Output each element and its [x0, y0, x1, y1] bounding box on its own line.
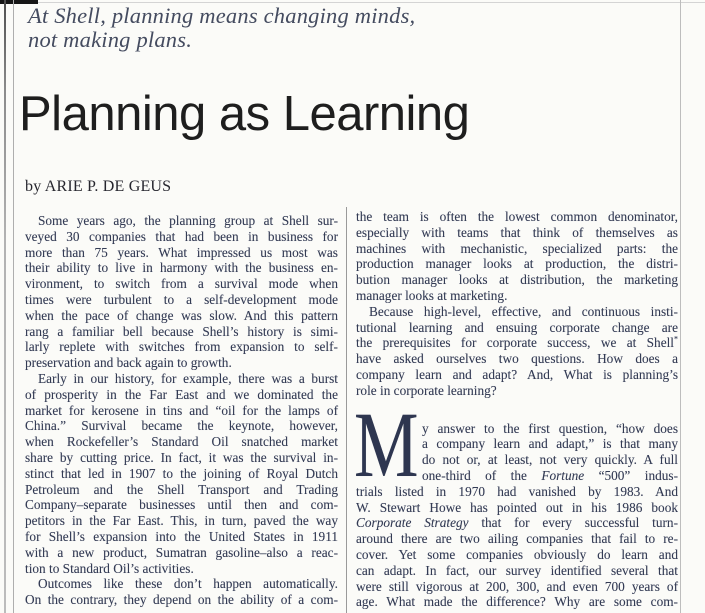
article-byline: by ARIE P. DE GEUS	[25, 178, 172, 195]
paragraph	[25, 576, 338, 608]
right-column	[356, 209, 678, 610]
text-line: can adapt. In fact, our survey identified several that	[356, 562, 678, 578]
text-line: rang a familiar bell because Shell’s history is simi-	[25, 323, 338, 339]
text-line: more than 75 years. What impressed us most was	[25, 244, 338, 260]
text-line: veyed 30 companies that had been in business for	[25, 228, 338, 244]
text-line: Some years ago, the planning group at Shell sur-	[38, 213, 338, 228]
text-line: bution manager looks at distribution, the marketing	[356, 272, 678, 288]
text-line: when the pace of change was slow. And this pattern	[25, 307, 338, 323]
text-line: their ability to live in harmony with the business en-	[25, 260, 338, 276]
text-line: times were turbulent to a self-development mode	[25, 291, 338, 307]
text-line: manager looks at marketing.	[356, 287, 508, 303]
text-line: of prosperity in the Far East and we dominated the	[25, 386, 338, 402]
scan-left-edge-inner	[13, 0, 14, 613]
text-line: age. What made the difference? Why are some com-	[356, 594, 678, 610]
text-line: the team is often the lowest common denominator,	[356, 209, 678, 224]
text-line: W. Stewart Howe has pointed out in his 1986 book	[356, 499, 678, 515]
epigraph	[28, 4, 415, 51]
text-line: around there are two ailing companies that fail to re-	[356, 531, 678, 547]
text-line: y answer to the first question, “how does	[422, 420, 678, 436]
text-line: larly replete with switches from expansion to self-	[25, 339, 338, 355]
text-line: On the contrary, they depend on the ability of a com-	[25, 592, 338, 608]
text-line: Early in our history, for example, there was a burst	[38, 370, 338, 386]
paragraph	[25, 213, 338, 371]
paragraph	[25, 371, 338, 576]
text-line: cover. Yet some companies obviously do learn and	[356, 546, 678, 562]
text-line: vironment, to switch from a survival mode when	[25, 276, 338, 292]
text-line: Petroleum and the Shell Transport and Trading	[25, 481, 338, 497]
text-line: one-third of the Fortune “500” indus-	[422, 467, 678, 483]
text-line: were still vigorous at 200, 300, and even 700 years of	[356, 578, 678, 594]
text-line: Company–separate businesses until then and com-	[25, 497, 338, 513]
text-line: market for kerosene in tins and “oil for the lamps of	[25, 402, 338, 418]
text-line: especially with teams that think of themselves as	[356, 224, 678, 240]
epigraph-line: At Shell, planning means changing minds,	[28, 3, 416, 28]
left-column	[25, 213, 338, 608]
text-line: share by cutting price. In fact, it was the survival in-	[25, 449, 338, 465]
article-title: Planning as Learning	[19, 87, 470, 141]
text-line: when Rockefeller’s Standard Oil snatched market	[25, 434, 338, 450]
text-line: do not or, at least, not very quickly. A full	[422, 452, 678, 468]
text-line: for Shell’s expansion into the United States in 1911	[25, 528, 338, 544]
column-divider-rule	[346, 207, 347, 613]
text-line: Because high-level, effective, and continuous insti-	[369, 303, 678, 319]
text-line: trials listed in 1970 had vanished by 1983. And	[356, 483, 678, 499]
scan-right-edge	[680, 0, 681, 613]
text-line: company learn and adapt? And, What is planning’s	[356, 366, 678, 382]
text-line: the prerequisites for corporate success, we at Shell*	[356, 334, 678, 351]
text-line: preservation and back again to growth.	[25, 355, 232, 371]
text-line: have asked ourselves two questions. How does a	[356, 351, 678, 367]
paragraph	[356, 304, 678, 399]
text-line: role in corporate learning?	[356, 382, 497, 398]
dropcap-letter: M	[354, 393, 419, 497]
epigraph-line: not making plans.	[28, 26, 193, 52]
text-line: machines with mechanistic, specialized parts: the	[356, 240, 678, 256]
text-line: China.” Survival became the keynote, however,	[25, 418, 338, 434]
footnote-asterisk: *	[674, 334, 678, 344]
text-line: tion to Standard Oil’s activities.	[25, 560, 194, 576]
text-line: with a new product, Sumatran gasoline–also a reac-	[25, 544, 338, 560]
paragraph	[356, 209, 678, 304]
scan-left-edge-outer	[4, 0, 6, 613]
text-line: petitors in the Far East. This, in turn, paved the way	[25, 513, 338, 529]
text-line: stinct that led in 1907 to the joining of Royal Dutch	[25, 465, 338, 481]
paragraph	[354, 393, 679, 611]
text-line: production manager looks at production, the distri-	[356, 256, 678, 272]
text-line: a company learn and adapt,” is that many	[422, 436, 678, 452]
text-line: Outcomes like these don’t happen automatically.	[38, 576, 338, 592]
text-line: Corporate Strategy that for every successful turn-	[356, 515, 679, 531]
text-line: tutional learning and ensuing corporate change are	[356, 319, 678, 335]
